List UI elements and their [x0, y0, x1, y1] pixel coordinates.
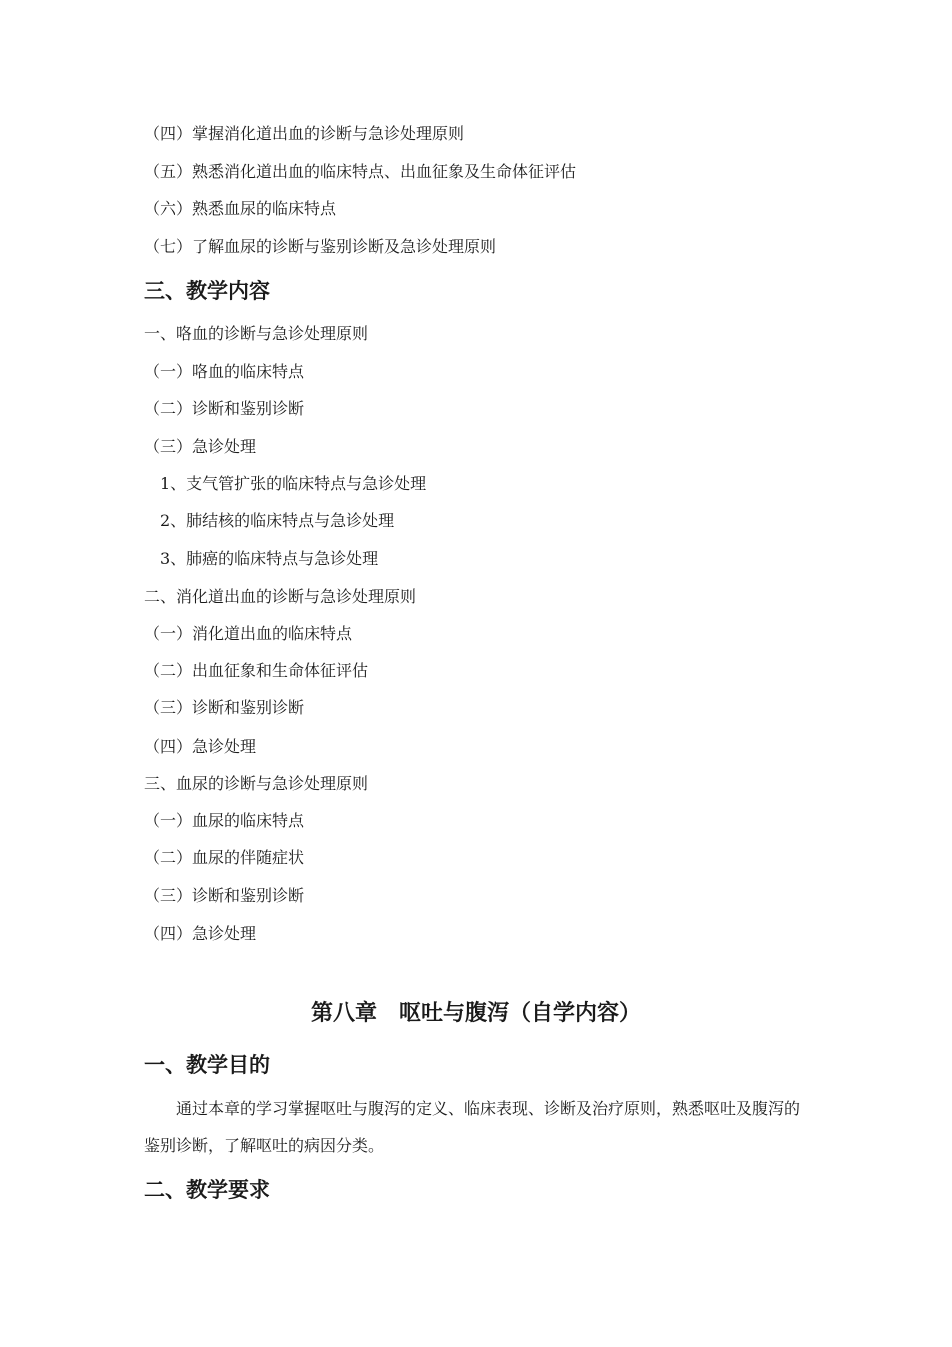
chapter-title: 第八章 呕吐与腹泻（自学内容） — [310, 1001, 641, 1026]
content-item: （一）血尿的临床特点 — [144, 811, 305, 830]
requirement-item: （五）熟悉消化道出血的临床特点、出血征象及生命体征评估 — [144, 162, 577, 181]
requirement-item: （七）了解血尿的诊断与鉴别诊断及急诊处理原则 — [144, 237, 497, 256]
content-item: 二、消化道出血的诊断与急诊处理原则 — [144, 587, 417, 606]
objective-paragraph: 通过本章的学习掌握呕吐与腹泻的定义、临床表现、诊断及治疗原则，熟悉呕吐及腹泻的鉴别诊断，了解呕吐的病因分类。 — [144, 1099, 801, 1155]
content-item: （二）血尿的伴随症状 — [144, 848, 305, 867]
content-item: 1、支气管扩张的临床特点与急诊处理 — [160, 474, 427, 493]
content-item: （二）出血征象和生命体征评估 — [144, 661, 369, 680]
content-item: 3、肺癌的临床特点与急诊处理 — [160, 549, 379, 568]
section-heading-objective: 一、教学目的 — [144, 1053, 270, 1077]
requirement-item: （四）掌握消化道出血的诊断与急诊处理原则 — [144, 124, 465, 143]
content-item: （三）急诊处理 — [144, 437, 257, 456]
content-item: 三、血尿的诊断与急诊处理原则 — [144, 774, 369, 793]
content-item: （一）消化道出血的临床特点 — [144, 624, 353, 643]
requirement-item: （六）熟悉血尿的临床特点 — [144, 199, 337, 218]
content-item: 一、咯血的诊断与急诊处理原则 — [144, 324, 369, 343]
content-item: （四）急诊处理 — [144, 737, 257, 756]
section-heading-requirements: 二、教学要求 — [144, 1178, 270, 1202]
content-item: （三）诊断和鉴别诊断 — [144, 886, 305, 905]
content-item: （二）诊断和鉴别诊断 — [144, 399, 305, 418]
section-heading-content: 三、教学内容 — [144, 279, 270, 303]
content-item: 2、肺结核的临床特点与急诊处理 — [160, 511, 395, 530]
content-item: （三）诊断和鉴别诊断 — [144, 698, 305, 717]
content-item: （四）急诊处理 — [144, 924, 257, 943]
content-item: （一）咯血的临床特点 — [144, 362, 305, 381]
